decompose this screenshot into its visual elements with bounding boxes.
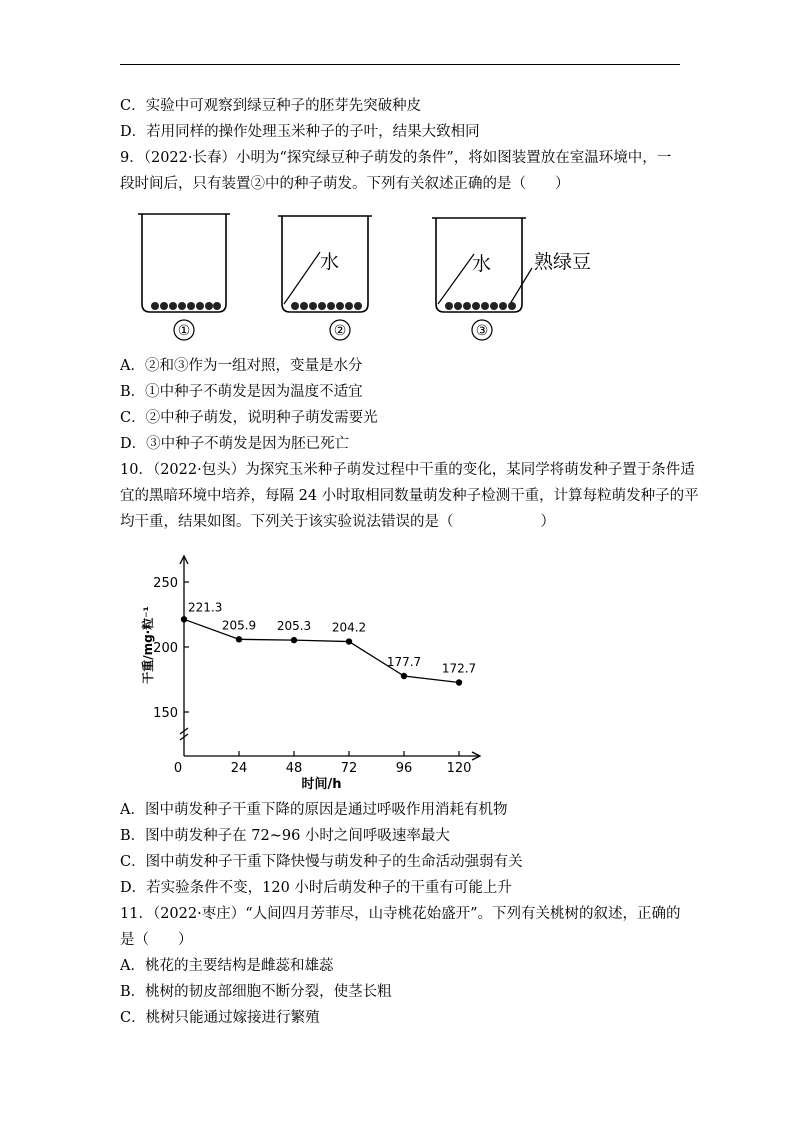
beaker-3: [432, 218, 591, 340]
q9-stem-line2: 段时间后，只有装置②中的种子萌发。下列有关叙述正确的是（ ）: [120, 176, 570, 192]
q9-option-b: B．①中种子不萌发是因为温度不适宜: [120, 384, 363, 400]
q10-stem-line3: 均干重，结果如图。下列关于该实验说法错误的是（ ）: [120, 514, 555, 530]
q9-option-c: C．②中种子萌发，说明种子萌发需要光: [120, 410, 378, 426]
x-tick-label-72: 72: [340, 761, 358, 776]
y-axis-label: 干重/mg·粒⁻¹: [141, 606, 155, 684]
q9-option-a: A．②和③作为一组对照，变量是水分: [120, 358, 363, 374]
x-axis-label: 时间/h: [301, 777, 342, 792]
chart-axes: [180, 556, 480, 760]
seeds-1: [151, 302, 221, 310]
x-tick-label-96: 96: [395, 761, 413, 776]
x-tick-label-24: 24: [230, 761, 248, 776]
header-rule: [120, 64, 680, 65]
q11-stem-line1: 11．（2022·枣庄）“人间四月芳菲尽，山寺桃花始盛开”。下列有关桃树的叙述，正确的: [120, 906, 681, 922]
q8-option-d: D．若用同样的操作处理玉米种子的子叶，结果大致相同: [120, 124, 480, 140]
data-point-0: [181, 616, 187, 622]
beaker-label-1: ①: [177, 323, 191, 339]
q10-option-b: B．图中萌发种子在 72~96 小时之间呼吸速率最大: [120, 828, 450, 844]
data-labels: [188, 600, 476, 675]
water-label-2: 水: [320, 251, 340, 273]
seeds-2: [291, 302, 362, 310]
q8-option-c: C．实验中可观察到绿豆种子的胚芽先突破种皮: [120, 98, 422, 114]
q9-option-d: D．③中种子不萌发是因为胚已死亡: [120, 436, 350, 452]
q10-option-c: C．图中萌发种子干重下降快慢与萌发种子的生命活动强弱有关: [120, 854, 523, 870]
dry-weight-chart: [140, 536, 500, 806]
data-point-96: [401, 673, 407, 679]
beaker-label-3: ③: [475, 323, 489, 339]
q11-option-c: C．桃树只能通过嫁接进行繁殖: [120, 1010, 320, 1026]
beaker-2: [278, 216, 372, 340]
data-label-24: 205.9: [221, 618, 257, 633]
q11-option-b: B．桃树的韧皮部细胞不断分裂，使茎长粗: [120, 984, 392, 1000]
q9-stem-line1: 9．（2022·长春）小明为“探究绿豆种子萌发的条件”，将如图装置放在室温环境中，一: [120, 150, 672, 166]
data-label-48: 205.3: [276, 619, 312, 634]
x-tick-label-0: 0: [173, 761, 183, 776]
data-point-48: [291, 637, 297, 643]
q10-option-d: D．若实验条件不变，120 小时后萌发种子的干重有可能上升: [120, 880, 512, 896]
q11-stem-line2: 是（ ）: [120, 932, 193, 948]
q10-stem-line2: 宜的黑暗环境中培养，每隔 24 小时取相同数量萌发种子检测干重，计算每粒萌发种子的平: [120, 488, 699, 504]
y-tick-label-150: 150: [153, 706, 178, 721]
beaker-figure: [120, 206, 640, 346]
data-label-72: 204.2: [331, 620, 367, 635]
seeds-3: [445, 302, 516, 310]
data-label-96: 177.7: [386, 654, 422, 669]
cooked-bean-label: 熟绿豆: [534, 251, 592, 273]
q10-stem-line1: 10．（2022·包头）为探究玉米种子萌发过程中干重的变化，某同学将萌发种子置于条件适: [120, 462, 695, 478]
q10-option-a: A．图中萌发种子干重下降的原因是通过呼吸作用消耗有机物: [120, 802, 508, 818]
x-tick-label-48: 48: [285, 761, 303, 776]
data-point-120: [456, 679, 462, 685]
y-tick-label-200: 200: [153, 641, 178, 656]
q11-option-a: A．桃花的主要结构是雌蕊和雄蕊: [120, 958, 334, 974]
beaker-1: [138, 214, 230, 340]
data-point-72: [346, 638, 352, 644]
x-tick-labels: [174, 751, 472, 776]
y-tick-label-250: 250: [153, 576, 178, 591]
beaker-label-2: ②: [333, 323, 347, 339]
water-label-3: 水: [472, 253, 492, 275]
data-label-120: 172.7: [441, 661, 477, 676]
data-label-0: 221.3: [188, 600, 223, 615]
data-point-24: [236, 636, 242, 642]
x-tick-label-120: 120: [446, 761, 472, 776]
